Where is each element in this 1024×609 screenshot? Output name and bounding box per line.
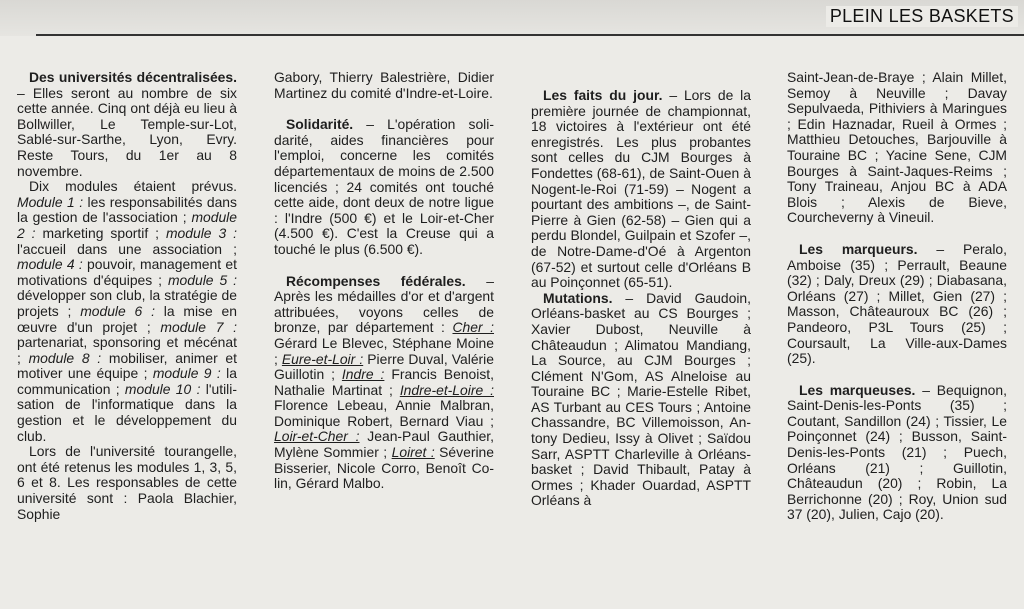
paragraph-faits [531, 88, 751, 291]
heading-mutations: Mutations. [543, 289, 613, 306]
paragraph-continued-mutations: Saint-Jean-de-Braye ; Alain Millet, Semoy à Neuville ; Davay Sepulvaeda, Pithiviers à Maringues ; Edin Haznadar, Rueil à Ormes ; Matthieu Detouches, Barjouville à Touraine BC ; Yacine Sene, CJM Bourges à Saint-Jaques-Reims ; Tony Traineau, Anjou BC à ADA Blois ; Alexis de Bieve, Courcheverny à Vineuil. [787, 69, 1007, 226]
module-5-label: module 5 : [167, 271, 237, 288]
paragraph-recompenses [274, 274, 494, 492]
dept-indre-text: Francis Benoist, Nathalie Martinat ; [274, 366, 494, 398]
module-4-text: pouvoir, management et motivations d'équipes ; [17, 256, 237, 288]
paragraph-continued-gabory: Gabory, Thierry Balestrière, Didier Martinez du comité d'Indre-et-Loire. [274, 69, 494, 101]
module-9-text: la communication ; [17, 365, 237, 397]
heading-recompenses: Récompenses fédérales. [286, 272, 466, 289]
heading-universites: Des universités décentralisées. [29, 69, 237, 85]
paragraph-solidarite [274, 117, 494, 257]
dept-indre-loire-text: Florence Lebeau, Annie Malbran, Dominique Robert, Bernard Viau ; [274, 397, 494, 429]
module-10-label: module 10 : [124, 380, 201, 397]
heading-solidarite: Solidarité. [286, 116, 354, 133]
text-modules-intro: Dix modules étaient prévus. [29, 178, 237, 195]
dept-loiret-text: Séverine Bisserier, Nicole Corro, Benoît Colin, Gérard Malbo. [274, 444, 494, 492]
section-title: PLEIN LES BASKETS [826, 6, 1018, 27]
module-7-text: partenariat, sponsoring et mécénat ; [17, 334, 237, 366]
module-1-text: les responsabilités dans la gestion de l'association ; [17, 193, 237, 226]
text-universites: – Elles seront au nombre de six cette année. Cinq ont déjà eu lieu à Bollwiller, Le Temple-sur-Lot, Sablé-sur-Sarthe, Lyon, Evry. Reste Tours, du 1er au 8 novembre. [17, 84, 237, 179]
module-3-label: module 3 : [165, 224, 237, 241]
module-1-label: Module 1 : [17, 193, 84, 210]
paragraph-tours: Lors de l'université tourangelle, ont été retenus les modules 1, 3, 5, 6 et 8. Les responsables de cette université sont : Paola Blachier, Sophie [17, 443, 237, 522]
paragraph-universites [17, 70, 237, 179]
text-mutations: – David Gaudoin, Orléans-basket au CS Bourges ; Xavier Dubost, Neuville à Châteaudun ; Alimatou Mandiang, La Source, au CJM Bourges ; Clément N'Gom, AS Alneloise au Touraine BC ; Marie-Estelle Ribet, AS Turbant au CES Tours ; Antoine Chassandre, BC Villemoisson, Antony Dedieu, Issy à Olivet ; Saïdou Sarr, ASPTT Charleville à Orléans-basket ; David Thibault, Patay à Ormes ; Khader Ouardad, ASPTT Orléans à [531, 289, 751, 509]
heading-marqueurs: Les marqueurs. [799, 240, 918, 257]
spacer [787, 367, 1007, 383]
module-8-text: mobiliser, animer et motiver une équipe ; [17, 349, 238, 382]
paragraph-marqueuses [787, 383, 1007, 523]
module-4-label: module 4 : [17, 256, 83, 273]
column-4 [787, 70, 1007, 523]
module-5-text: développer son club, la stratégie de projets ; [17, 287, 237, 319]
dept-cher-label: Cher : [452, 319, 495, 336]
paragraph-marqueurs [787, 242, 1007, 367]
dept-loir-cher-label: Loir-et-Cher : [274, 428, 360, 445]
text-marqueuses: – Bequignon, Saint-Denis-les-Ponts (35) ; Coutant, Sandillon (24) ; Tissier, Le Poinçonnet (24) ; Busson, Saint-Denis-les-Ponts (21) ; Puech, Orléans (21) ; Guillotin, Châteaudun (20) ; Robin, La Berrichonne (20) ; Roy, Union sud 37 (20), Julien, Cajo (20). [787, 381, 1007, 523]
spacer [274, 101, 494, 117]
module-6-label: module 6 : [80, 302, 155, 319]
column-1 [17, 70, 237, 522]
dept-eure-text: Pierre Duval, Valérie Guillotin ; [274, 350, 494, 383]
text-solidarite: – L'opération solidarité, aides financières pour l'emploi, concerne les comités départementaux de moins de 2.500 licenciés ; 24 comités ont touché cette aide, dont deux de notre ligue : l'Indre (500 €) et le Loir-et-Cher (4.500 €). C'est la Creuse qui a touché le plus (6.500 €). [274, 116, 494, 257]
dept-loiret-label: Loiret : [391, 444, 435, 461]
heading-faits: Les faits du jour. [543, 87, 663, 103]
dept-cher-text: Gérard Le Blevec, Stéphane Moine ; [274, 334, 494, 367]
heading-marqueuses: Les marqueuses. [799, 381, 916, 398]
module-2-text: marketing sportif ; [35, 224, 166, 241]
module-7-label: module 7 : [160, 318, 237, 335]
header-rule [36, 34, 1024, 36]
module-6-text: la mise en œuvre d'un projet ; [17, 302, 237, 335]
module-2-label: module 2 : [17, 209, 237, 241]
spacer [787, 226, 1007, 242]
module-3-text: l'accueil dans une association ; [17, 240, 237, 257]
text-marqueurs: – Peralo, Amboise (35) ; Perrault, Beaune (32) ; Daly, Dreux (29) ; Diabasana, Orléans (27) ; Millet, Gien (27) ; Masson, Châteauroux BC (26) ; Pandeoro, P3L Tours (25) ; Coursault, La Ville-aux-Dames (25). [787, 240, 1007, 367]
text-recompenses-intro: – Après les médailles d'or et d'argent attribuées, voyons celles de bronze, par département : [274, 272, 494, 336]
paragraph-mutations [531, 291, 751, 509]
module-9-label: module 9 : [152, 365, 221, 382]
column-2 [274, 70, 494, 492]
dept-indre-label: Indre : [341, 366, 385, 383]
paragraph-modules [17, 179, 237, 444]
dept-indre-loire-label: Indre-et-Loire : [399, 381, 494, 398]
module-8-label: module 8 : [28, 349, 102, 366]
module-10-text: l'utilisation de l'informatique dans la gestion et le développement du club. [17, 380, 237, 444]
text-faits: – Lors de la première journée de championnat, 18 victoires à l'extérieur ont été enregistrés. Les plus probantes sont celles du CJM Bourges à Fondettes (68-61), de Saint-Ouen à Nogent-le-Roi (71-59) – Nogent a pourtant des ambitions –, de Saint-Pierre à Gien (62-58) – Gien qui a perdu Blondel, Guilpain et Szofer –, de Notre-Dame-d'Oé à Argenton (67-52) et surtout celle d'Orléans B au Poinçonnet (65-51). [531, 87, 751, 291]
spacer [274, 258, 494, 274]
column-3 [531, 88, 751, 509]
dept-eure-label: Eure-et-Loir : [281, 350, 364, 367]
dept-loir-cher-text: Jean-Paul Gauthier, Mylène Sommier ; [274, 428, 495, 461]
